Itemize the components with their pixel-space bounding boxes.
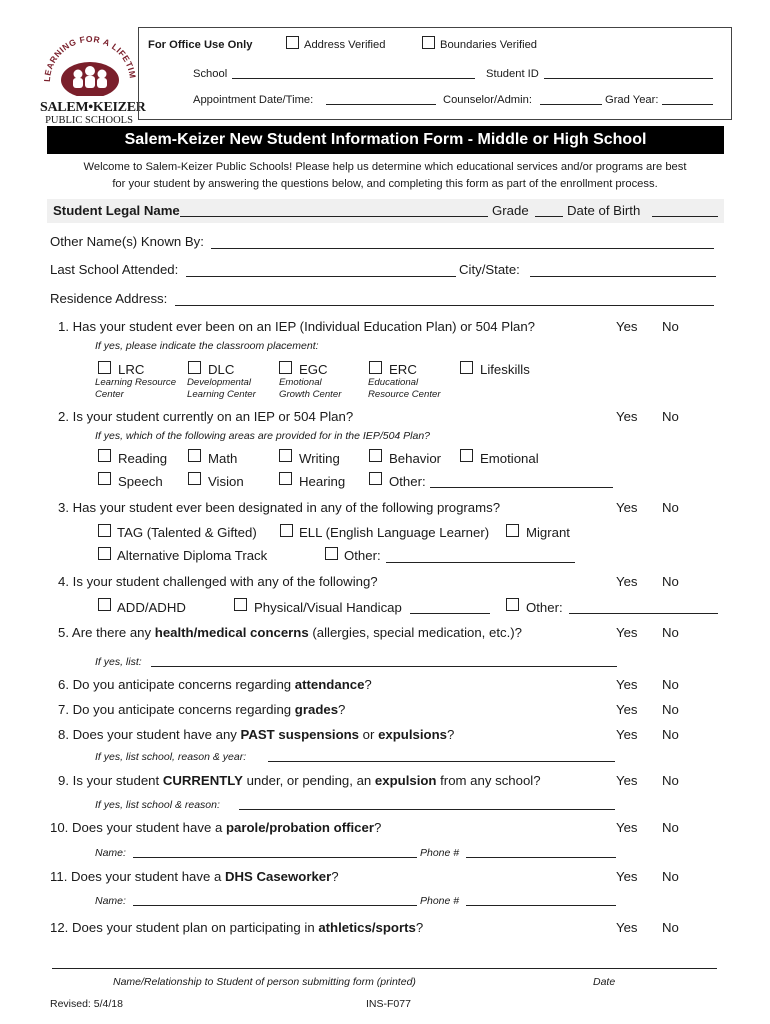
q5-text: 5. Are there any health/medical concerns (allergies, special medication, etc.)? <box>58 625 522 640</box>
logo-arc-text: LEARNING FOR A LIFETIM <box>41 33 138 83</box>
form-id: INS-F077 <box>366 998 411 1010</box>
student-id-field[interactable] <box>544 78 713 79</box>
district-logo <box>40 30 146 126</box>
q8-no[interactable]: No <box>662 727 679 742</box>
q10-name-field[interactable] <box>133 857 417 858</box>
physical-visual-label: Physical/Visual Handicap <box>254 600 402 615</box>
office-heading: For Office Use Only <box>148 39 253 51</box>
q2-text: 2. Is your student currently on an IEP or 504 Plan? <box>58 409 354 424</box>
q1-yes[interactable]: Yes <box>616 319 638 334</box>
q5-no[interactable]: No <box>662 625 679 640</box>
address-verified-checkbox[interactable] <box>286 36 299 49</box>
q2-subtext: If yes, which of the following areas are provided for in the IEP/504 Plan? <box>95 430 431 442</box>
dob-field[interactable] <box>652 216 718 217</box>
dlc-label: DLC <box>208 362 235 377</box>
math-checkbox[interactable] <box>188 449 201 462</box>
dlc-checkbox[interactable] <box>188 361 201 374</box>
q2-other-field[interactable] <box>430 487 613 488</box>
egc-label: EGC <box>299 362 328 377</box>
lrc-checkbox[interactable] <box>98 361 111 374</box>
q3-yes[interactable]: Yes <box>616 500 638 515</box>
q6-text: 6. Do you anticipate concerns regarding attendance? <box>58 677 372 692</box>
writing-label: Writing <box>299 451 340 466</box>
egc-checkbox[interactable] <box>279 361 292 374</box>
logo-subname: PUBLIC SCHOOLS <box>45 115 133 126</box>
vision-label: Vision <box>208 474 244 489</box>
q9-text: 9. Is your student CURRENTLY under, or pending, an expulsion from any school? <box>58 773 541 788</box>
form-title: Salem-Keizer New Student Information Form - Middle or High School <box>47 126 724 154</box>
q2-no[interactable]: No <box>662 409 679 424</box>
grad-year-field[interactable] <box>662 104 713 105</box>
q2-other-label: Other: <box>389 474 426 489</box>
q2-yes[interactable]: Yes <box>616 409 638 424</box>
hearing-checkbox[interactable] <box>279 472 292 485</box>
counselor-field[interactable] <box>540 104 602 105</box>
tag-checkbox[interactable] <box>98 524 111 537</box>
q3-other-field[interactable] <box>386 562 575 563</box>
erc-desc-1: Educational <box>368 377 419 388</box>
physical-visual-checkbox[interactable] <box>234 598 247 611</box>
grade-field[interactable] <box>535 216 563 217</box>
city-state-label: City/State: <box>459 262 520 277</box>
lrc-desc-1: Learning Resource <box>95 377 177 388</box>
q8-text: 8. Does your student have any PAST suspensions or expulsions? <box>58 727 455 742</box>
emotional-label: Emotional <box>480 451 539 466</box>
logo-name: SALEM•KEIZER <box>40 100 146 115</box>
hearing-label: Hearing <box>299 474 346 489</box>
add-adhd-checkbox[interactable] <box>98 598 111 611</box>
q3-text: 3. Has your student ever been designated in any of the following programs? <box>58 500 501 515</box>
reading-checkbox[interactable] <box>98 449 111 462</box>
q1-text: 1. Has your student ever been on an IEP (Individual Education Plan) or 504 Plan? <box>58 319 536 334</box>
q1-subtext: If yes, please indicate the classroom placement: <box>95 340 319 352</box>
q6-no[interactable]: No <box>662 677 679 692</box>
other-names-field[interactable] <box>211 248 714 249</box>
q5-yes[interactable]: Yes <box>616 625 638 640</box>
appointment-label: Appointment Date/Time: <box>193 94 314 106</box>
q12-yes[interactable]: Yes <box>616 920 638 935</box>
q10-text: 10. Does your student have a parole/probation officer? <box>50 820 382 835</box>
q12-text: 12. Does your student plan on participating in athletics/sports? <box>50 920 424 935</box>
q4-text: 4. Is your student challenged with any of the following? <box>58 574 378 589</box>
reading-label: Reading <box>118 451 168 466</box>
q11-phone-field[interactable] <box>466 905 616 906</box>
erc-desc-2: Resource Center <box>368 389 441 400</box>
boundaries-verified-checkbox[interactable] <box>422 36 435 49</box>
behavior-checkbox[interactable] <box>369 449 382 462</box>
q6-yes[interactable]: Yes <box>616 677 638 692</box>
q11-name-field[interactable] <box>133 905 417 906</box>
signature-line[interactable] <box>52 968 717 969</box>
q12-no[interactable]: No <box>662 920 679 935</box>
q10-phone-field[interactable] <box>466 857 616 858</box>
residence-field[interactable] <box>175 305 714 306</box>
last-school-field[interactable] <box>186 276 456 277</box>
q1-no[interactable]: No <box>662 319 679 334</box>
residence-label: Residence Address: <box>50 291 168 306</box>
dlc-desc-2: Learning Center <box>187 389 256 400</box>
counselor-label: Counselor/Admin: <box>443 94 532 106</box>
date-label: Date <box>593 976 616 988</box>
student-id-label: Student ID <box>486 68 539 80</box>
q8-yes[interactable]: Yes <box>616 727 638 742</box>
q10-yes[interactable]: Yes <box>616 820 638 835</box>
school-label: School <box>193 68 228 80</box>
erc-label: ERC <box>389 362 417 377</box>
writing-checkbox[interactable] <box>279 449 292 462</box>
appointment-field[interactable] <box>326 104 436 105</box>
q11-yes[interactable]: Yes <box>616 869 638 884</box>
q9-field[interactable] <box>239 809 615 810</box>
alt-diploma-label: Alternative Diploma Track <box>117 548 268 563</box>
lrc-desc-2: Center <box>95 389 124 400</box>
speech-checkbox[interactable] <box>98 472 111 485</box>
add-adhd-label: ADD/ADHD <box>117 600 186 615</box>
q4-other-field[interactable] <box>569 613 718 614</box>
math-label: Math <box>208 451 238 466</box>
egc-desc-1: Emotional <box>279 377 322 388</box>
lifeskills-label: Lifeskills <box>480 362 530 377</box>
q9-subtext: If yes, list school & reason: <box>95 799 220 811</box>
tag-label: TAG (Talented & Gifted) <box>117 525 257 540</box>
q8-field[interactable] <box>268 761 615 762</box>
school-field[interactable] <box>232 78 475 79</box>
signer-label: Name/Relationship to Student of person submitting form (printed) <box>113 976 416 988</box>
q7-yes[interactable]: Yes <box>616 702 638 717</box>
speech-label: Speech <box>118 474 163 489</box>
q3-no[interactable]: No <box>662 500 679 515</box>
q10-name-label: Name: <box>95 847 126 859</box>
erc-checkbox[interactable] <box>369 361 382 374</box>
q9-no[interactable]: No <box>662 773 679 788</box>
dlc-desc-1: Developmental <box>187 377 251 388</box>
other-names-label: Other Name(s) Known By: <box>50 234 204 249</box>
address-verified-label: Address Verified <box>304 39 386 51</box>
q5-field[interactable] <box>151 666 617 667</box>
alt-diploma-checkbox[interactable] <box>98 547 111 560</box>
q11-no[interactable]: No <box>662 869 679 884</box>
ell-checkbox[interactable] <box>280 524 293 537</box>
q4-yes[interactable]: Yes <box>616 574 638 589</box>
physical-visual-field[interactable] <box>410 613 490 614</box>
q3-other-checkbox[interactable] <box>325 547 338 560</box>
q9-yes[interactable]: Yes <box>616 773 638 788</box>
q11-name-label: Name: <box>95 895 126 907</box>
grad-year-label: Grad Year: <box>605 94 659 106</box>
q8-subtext: If yes, list school, reason & year: <box>95 751 247 763</box>
boundaries-verified-label: Boundaries Verified <box>440 39 538 51</box>
vision-checkbox[interactable] <box>188 472 201 485</box>
lrc-label: LRC <box>118 362 145 377</box>
q3-other-label: Other: <box>344 548 381 563</box>
q11-text: 11. Does your student have a DHS Caseworker? <box>50 869 339 884</box>
legal-name-label: Student Legal Name <box>53 203 180 218</box>
last-school-label: Last School Attended: <box>50 262 179 277</box>
migrant-checkbox[interactable] <box>506 524 519 537</box>
city-state-field[interactable] <box>530 276 716 277</box>
emotional-checkbox[interactable] <box>460 449 473 462</box>
ell-label: ELL (English Language Learner) <box>299 525 490 540</box>
migrant-label: Migrant <box>526 525 570 540</box>
q7-text: 7. Do you anticipate concerns regarding grades? <box>58 702 346 717</box>
q5-subtext: If yes, list: <box>95 656 142 668</box>
q4-no[interactable]: No <box>662 574 679 589</box>
legal-name-field[interactable] <box>180 216 488 217</box>
q4-other-checkbox[interactable] <box>506 598 519 611</box>
logo-emblem <box>40 30 138 96</box>
q11-phone-label: Phone # <box>420 895 460 907</box>
q10-phone-label: Phone # <box>420 847 460 859</box>
behavior-label: Behavior <box>389 451 442 466</box>
intro-line-1: Welcome to Salem-Keizer Public Schools! Please help us determine which educational services and/or programs are best <box>83 161 687 173</box>
q2-other-checkbox[interactable] <box>369 472 382 485</box>
q10-no[interactable]: No <box>662 820 679 835</box>
q7-no[interactable]: No <box>662 702 679 717</box>
egc-desc-2: Growth Center <box>279 389 342 400</box>
grade-label: Grade <box>492 203 529 218</box>
dob-label: Date of Birth <box>567 203 641 218</box>
revised-date: Revised: 5/4/18 <box>50 998 123 1010</box>
intro-line-2: for your student by answering the questions below, and completing this form as part of the enrollment process. <box>112 178 658 190</box>
lifeskills-checkbox[interactable] <box>460 361 473 374</box>
q4-other-label: Other: <box>526 600 563 615</box>
